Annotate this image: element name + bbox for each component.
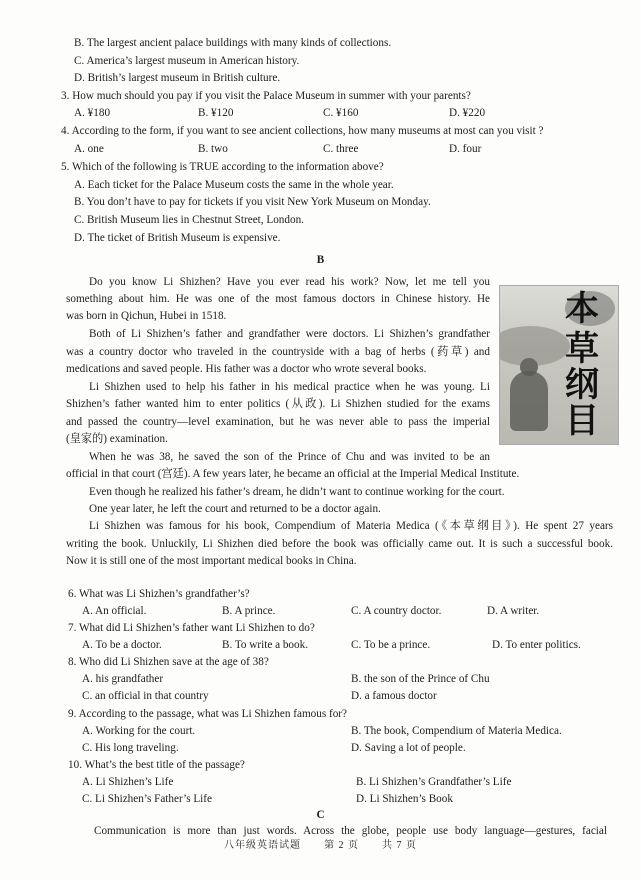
q6-option-d: D. A writer. [487,605,540,617]
q4-option-b: B. two [198,143,228,155]
passage-b-p4-line1: When he was 38, he saved the son of the Prince of Chu and was invited to be an [89,451,490,463]
q3-option-c: C. ¥160 [323,107,359,119]
q6-option-c: C. A country doctor. [351,605,442,617]
q2-option-c: C. America’s largest museum in American history. [74,55,300,67]
q2-option-d: D. British’s largest museum in British culture. [74,72,281,84]
compendium-illustration [499,285,619,445]
passage-b-p5-line1: Even though he realized his father’s dream, he didn’t want to continue working for the court. [89,486,505,498]
calligraphy-char: 目 [565,401,599,441]
passage-b-p2-line1: Both of Li Shizhen’s father and grandfather were doctors. Li Shizhen’s grandfather [89,328,490,340]
passage-b-p7-line3: Now it is still one of the most important medical books in China. [66,555,357,567]
q9-option-a: A. Working for the court. [82,725,196,737]
q10-option-d: D. Li Shizhen’s Book [356,793,453,805]
q7-stem: 7. What did Li Shizhen’s father want Li Shizhen to do? [68,622,315,634]
passage-b-p6-line1: One year later, he left the court and returned to be a doctor again. [89,503,381,515]
passage-b-p2-line3: medications and saved people. His father was a doctor who wrote several books. [66,363,427,375]
q4-stem: 4. According to the form, if you want to see ancient collections, how many museums at most can you visit ? [61,125,544,137]
q3-option-d: D. ¥220 [449,107,486,119]
q5-option-d: D. The ticket of British Museum is expensive. [74,232,281,244]
q2-option-b: B. The largest ancient palace buildings with many kinds of collections. [74,37,392,49]
page-footer [0,836,641,851]
passage-b-p3-line3: and passed the country—level examination, but he was never able to pass the imperial [66,416,490,428]
q8-option-d: D. a famous doctor [351,690,437,702]
calligraphy-char: 本 [565,289,599,329]
passage-c-line1: Communication is more than just words. Across the globe, people use body language—gestures, facial [94,825,607,837]
q4-option-d: D. four [449,143,482,155]
q7-option-b: B. To write a book. [222,639,309,651]
passage-b-p7-line1: Li Shizhen was famous for his book, Compendium of Materia Medica (《本草纲目》). He spent 27 years [89,520,613,532]
q10-stem: 10. What’s the best title of the passage? [68,759,245,771]
passage-b-p7-line2: writing the book. Unluckily, Li Shizhen died before the book was officially came out. It is such a successful book. [66,538,613,550]
footer-page: 第 2 页 [324,840,359,851]
q9-option-b: B. The book, Compendium of Materia Medica. [351,725,562,737]
passage-b-p3-line1: Li Shizhen used to help his father in his medical practice when he was young. Li [89,381,490,393]
q6-option-a: A. An official. [82,605,147,617]
passage-b-p4-line2: official in that court (宫廷). A few years later, he became an official at the Imperial Medical Institute. [66,468,520,480]
q5-option-b: B. You don’t have to pay for tickets if you visit New York Museum on Monday. [74,196,431,208]
q5-stem: 5. Which of the following is TRUE according to the information above? [61,161,384,173]
passage-b-p1-line1: Do you know Li Shizhen? Have you ever read his work? Now, let me tell you [89,276,490,288]
q6-option-b: B. A prince. [222,605,276,617]
q5-option-c: C. British Museum lies in Chestnut Street, London. [74,214,304,226]
passage-b-p3-line4: (皇家的) examination. [66,433,168,445]
calligraphy-char: 纲 [565,365,599,405]
q8-option-b: B. the son of the Prince of Chu [351,673,490,685]
q8-option-c: C. an official in that country [82,690,209,702]
q8-option-a: A. his grandfather [82,673,164,685]
q9-stem: 9. According to the passage, what was Li Shizhen famous for? [68,708,347,720]
passage-b-p1-line2: something about him. He was one of the most famous doctors in Chinese history. He [66,293,490,305]
calligraphy-char: 草 [565,329,599,369]
q3-option-a: A. ¥180 [74,107,111,119]
footer-total: 共 7 页 [382,840,417,851]
q9-option-d: D. Saving a lot of people. [351,742,466,754]
q10-option-b: B. Li Shizhen’s Grandfather’s Life [356,776,512,788]
q10-option-a: A. Li Shizhen’s Life [82,776,174,788]
q6-stem: 6. What was Li Shizhen’s grandfather’s? [68,588,250,600]
q5-option-a: A. Each ticket for the Palace Museum costs the same in the whole year. [74,179,394,191]
q7-option-d: D. To enter politics. [492,639,581,651]
q3-option-b: B. ¥120 [198,107,234,119]
q10-option-c: C. Li Shizhen’s Father’s Life [82,793,212,805]
passage-b-p2-line2: was a country doctor who traveled in the countryside with a bag of herbs (药草) and [66,346,490,358]
q4-option-a: A. one [74,143,104,155]
q4-option-c: C. three [323,143,359,155]
q8-stem: 8. Who did Li Shizhen save at the age of 38? [68,656,269,668]
q7-option-a: A. To be a doctor. [82,639,162,651]
q7-option-c: C. To be a prince. [351,639,431,651]
q9-option-c: C. His long traveling. [82,742,179,754]
passage-b-p3-line2: Shizhen’s father wanted him to enter politics (从政). Li Shizhen studied for the exams [66,398,490,410]
q3-stem: 3. How much should you pay if you visit the Palace Museum in summer with your parents? [61,90,471,102]
passage-b-p1-line3: was born in Qichun, Hubei in 1518. [66,310,227,322]
section-c-heading: C [316,809,325,821]
section-b-heading: B [316,254,325,266]
footer-subject: 八年级英语试题 [224,840,301,851]
